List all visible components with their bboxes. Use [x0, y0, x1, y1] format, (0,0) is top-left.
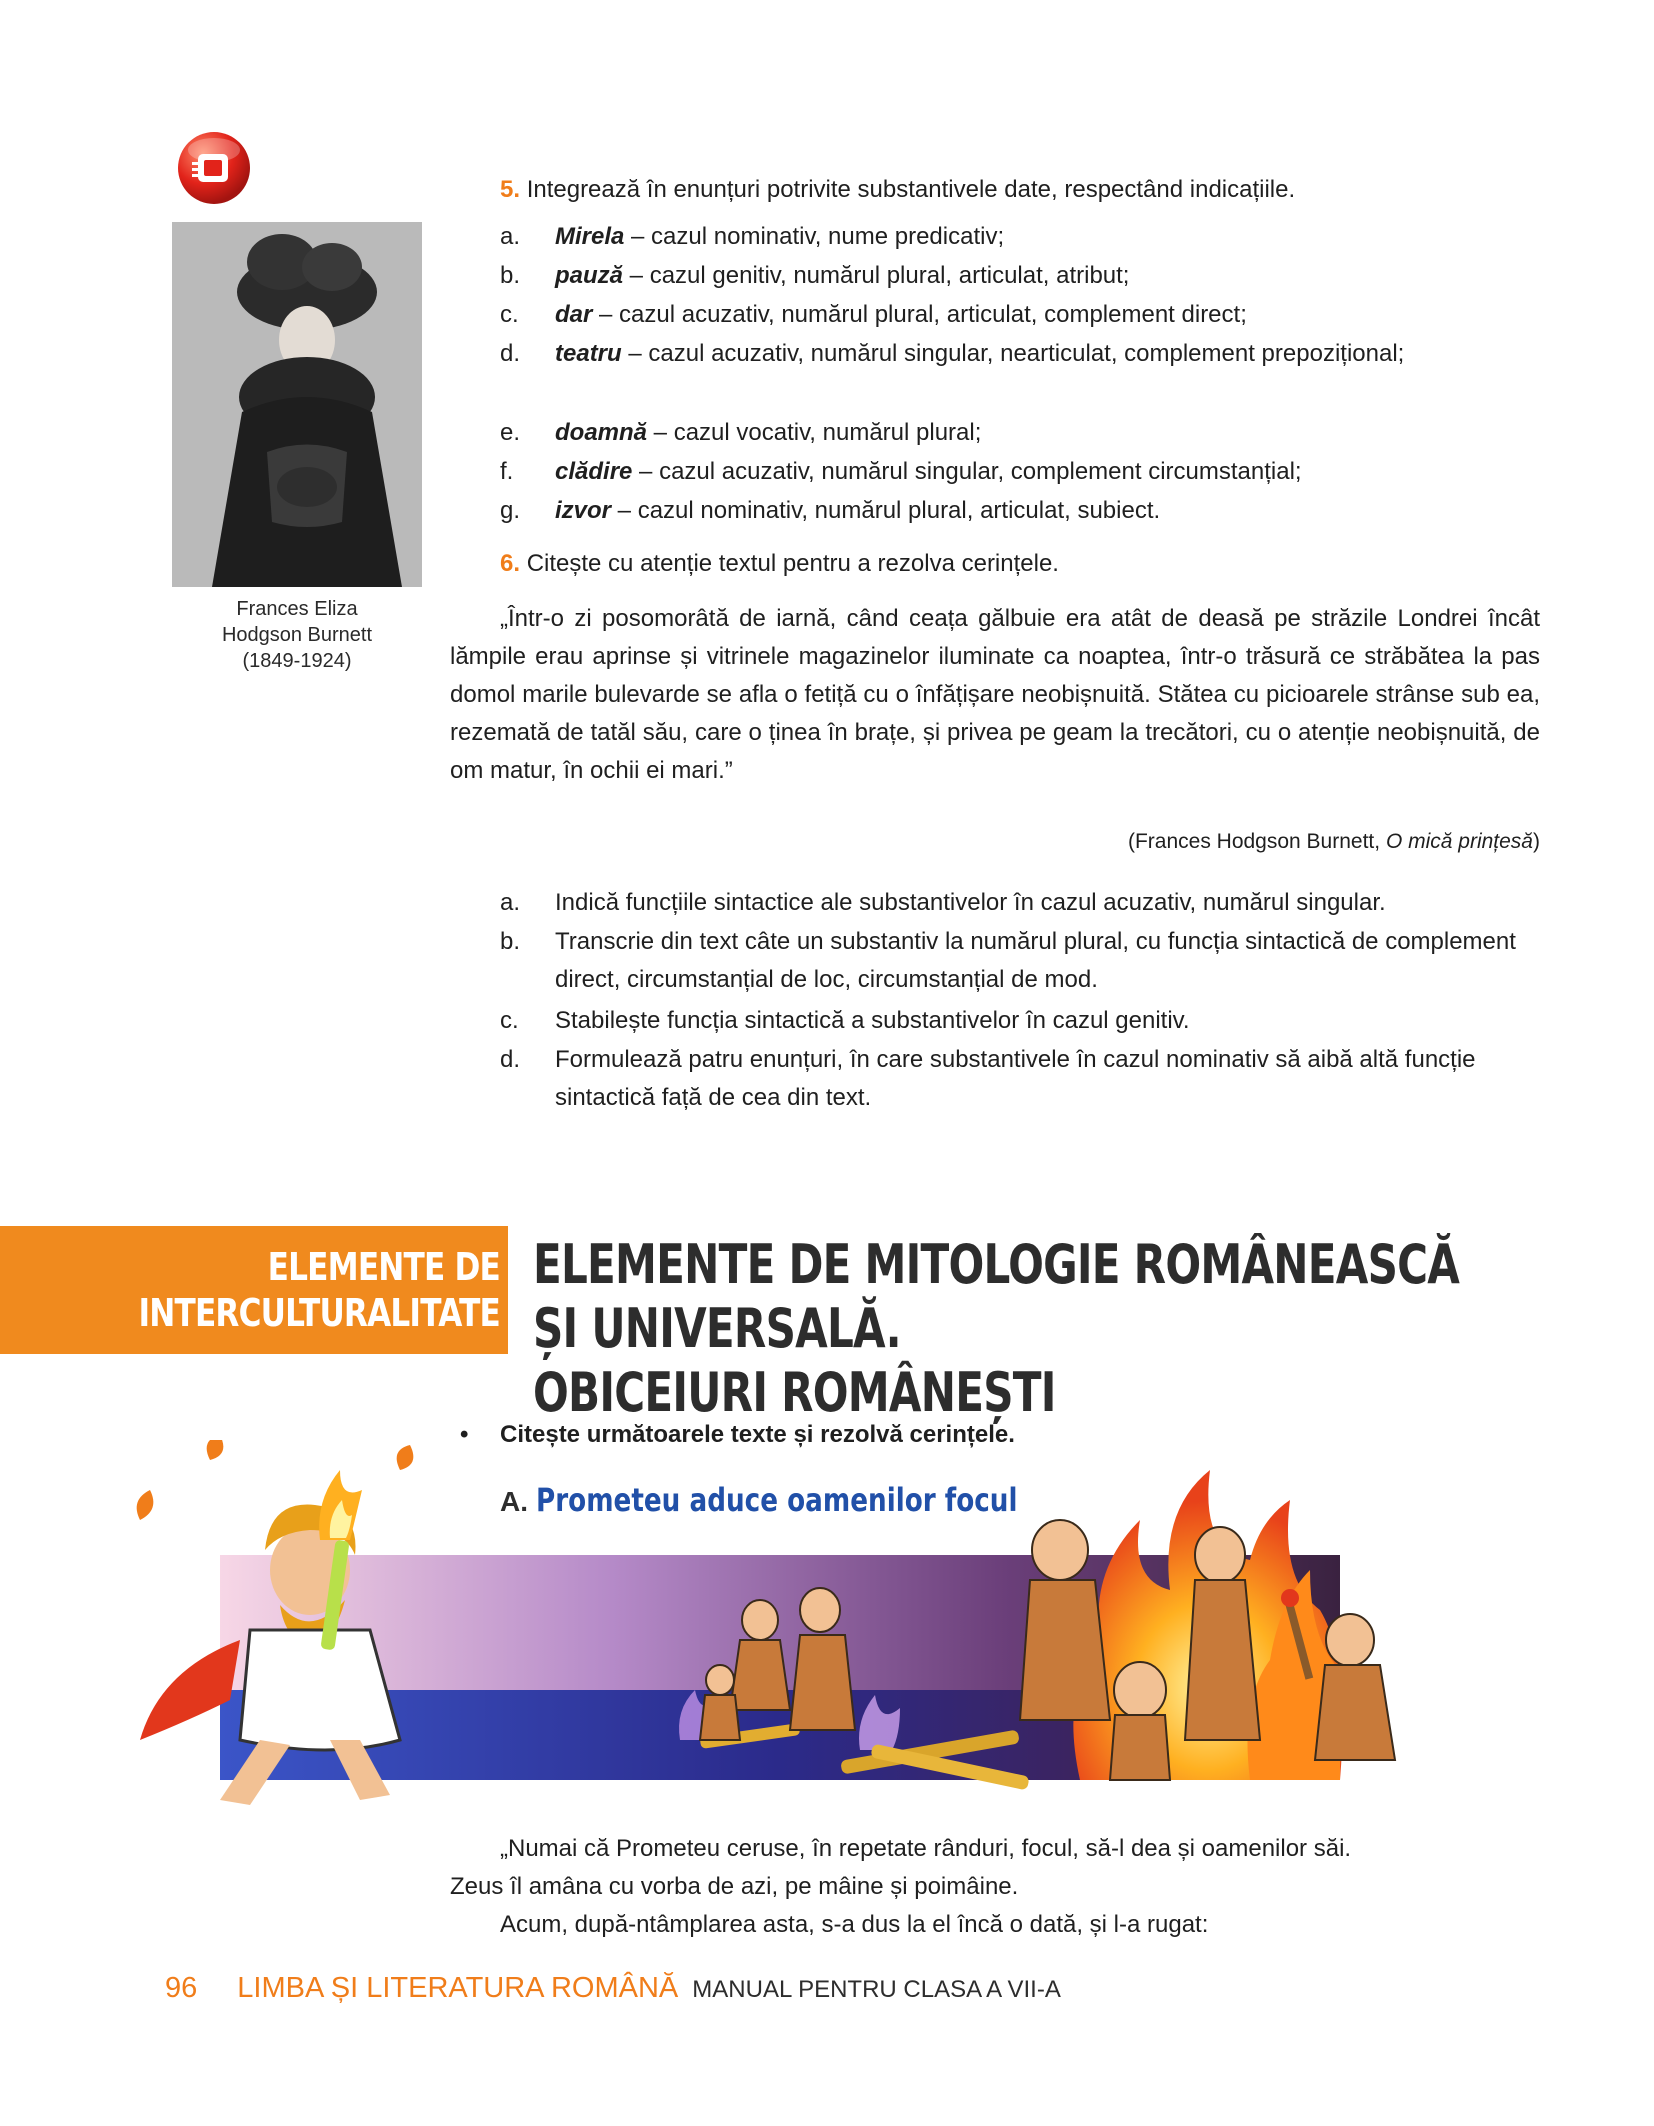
item-keyword: doamnă [555, 419, 648, 446]
story-paragraph: „Numai că Prometeu ceruse, în repetate rânduri, focul, să-l dea și oamenilor săi. [500, 1835, 1352, 1862]
title-line: ELEMENTE DE MITOLOGIE ROMÂNEASCĂ ȘI UNIVERSALĂ. [533, 1233, 1460, 1360]
item-text: Indică funcțiile sintactice ale substantivelor în cazul acuzativ, numărul singular. [555, 889, 1386, 916]
item-letter: a. [500, 889, 521, 916]
item-letter: b. [500, 262, 521, 289]
item-letter: d. [500, 340, 521, 367]
story-text [450, 1830, 1540, 1944]
source-title: O mică prințesă [1385, 830, 1533, 853]
quote-text [450, 600, 1540, 790]
exercise-5-heading [500, 174, 1295, 206]
subject-title: LIMBA ȘI LITERATURA ROMÂNĂ [237, 1972, 679, 2004]
manual-label: MANUAL PENTRU CLASA A VII-A [692, 1976, 1061, 2003]
caption-line: Hodgson Burnett [221, 624, 373, 646]
item-letter: c. [500, 1007, 519, 1034]
page-number: 96 [165, 1972, 198, 2004]
item-letter: c. [500, 301, 519, 328]
category-line: ELEMENTE DE [267, 1245, 500, 1289]
exercise-6-item [500, 923, 1540, 1001]
portrait-photo [172, 222, 422, 587]
item-letter: g. [500, 497, 521, 524]
subsection-a-heading [500, 1482, 1123, 1520]
quote-source [450, 828, 1540, 856]
story-paragraph: Acum, după-ntâmplarea asta, s-a dus la el încă o dată, și l-a rugat: [500, 1911, 1209, 1938]
item-text: Stabilește funcția sintactică a substantivelor în cazul genitiv. [555, 1007, 1190, 1034]
item-text: – cazul acuzativ, numărul plural, articulat, complement direct; [592, 301, 1247, 328]
item-keyword: clădire [555, 458, 633, 485]
item-text: – cazul acuzativ, numărul singular, nearticulat, complement prepozițional; [621, 340, 1405, 367]
item-keyword: teatru [555, 340, 622, 367]
section-title [533, 1233, 1469, 1425]
exercise-5-item [500, 335, 1540, 413]
quote-paragraph: „Într-o zi posomorâtă de iarnă, când ceața gălbuie era atât de deasă pe străzile Londrei încât lămpile erau aprinse și vitrinele magazinelor iluminate ca noaptea, într-o trăsură ce străbătea la pas domol marile bulevarde se afla o fetiță cu o înfățișare neobișnuită. Stătea cu picioarele strânse sub ea, rezemată de tatăl său, care o ținea în brațe, și privea pe geam la trecători, cu o atenție neobișnuită, de om matur, în ochii ei mari.” [450, 605, 1540, 784]
banner-divider [508, 1222, 524, 1358]
caption-line: (1849-1924) [242, 650, 352, 672]
caption-line: Frances Eliza [236, 598, 358, 620]
item-text: – cazul genitiv, numărul plural, articulat, atribut; [623, 262, 1130, 289]
item-text: – cazul vocativ, numărul plural; [647, 419, 982, 446]
item-letter: f. [500, 458, 514, 485]
subsection-letter: A. [500, 1486, 528, 1517]
title-line: OBICEIURI ROMÂNEȘTI [533, 1361, 1056, 1424]
page-footer [165, 1970, 1061, 2008]
section-category [90, 1244, 500, 1336]
category-line: INTERCULTURALITATE [138, 1291, 501, 1335]
item-keyword: Mirela [555, 223, 625, 250]
item-letter: d. [500, 1046, 521, 1073]
item-text: Formulează patru enunțuri, în care substantivele în cazul nominativ să aibă altă funcție sintactică față de cea din text. [555, 1046, 1476, 1111]
instruction-text: Citește următoarele texte și rezolvă cerințele. [500, 1421, 1015, 1448]
exercise-instruction: Citește cu atenție textul pentru a rezolva cerințele. [526, 550, 1059, 577]
story-paragraph: Zeus îl amâna cu vorba de azi, pe mâine și poimâine. [450, 1873, 1019, 1900]
item-letter: a. [500, 223, 521, 250]
item-letter: e. [500, 419, 521, 446]
source-close: ) [1533, 830, 1540, 853]
item-keyword: pauză [555, 262, 624, 289]
item-text: – cazul acuzativ, numărul singular, complement circumstanțial; [632, 458, 1302, 485]
exercise-6-heading [500, 548, 1059, 580]
subsection-title: Prometeu aduce oamenilor focul [535, 1481, 1018, 1519]
source-author: (Frances Hodgson Burnett, [1127, 830, 1386, 853]
exercise-number: 6. [500, 550, 521, 577]
item-text: – cazul nominativ, numărul plural, articulat, subiect. [611, 497, 1161, 524]
portrait-caption [172, 596, 422, 674]
exercise-number: 5. [500, 176, 521, 203]
digital-content-icon[interactable] [176, 130, 252, 206]
bullet: • [460, 1421, 469, 1448]
item-keyword: izvor [555, 497, 612, 524]
exercise-6-item [500, 1041, 1540, 1119]
exercise-instruction: Integrează în enunțuri potrivite substantivele date, respectând indicațiile. [526, 176, 1296, 203]
section-instruction [460, 1419, 1015, 1451]
item-text: – cazul nominativ, nume predicativ; [624, 223, 1005, 250]
item-keyword: dar [555, 301, 593, 328]
item-letter: b. [500, 928, 521, 955]
item-text: Transcrie din text câte un substantiv la numărul plural, cu funcția sintactică de complement direct, circumstanțial de loc, circumstanțial de mod. [555, 928, 1516, 993]
